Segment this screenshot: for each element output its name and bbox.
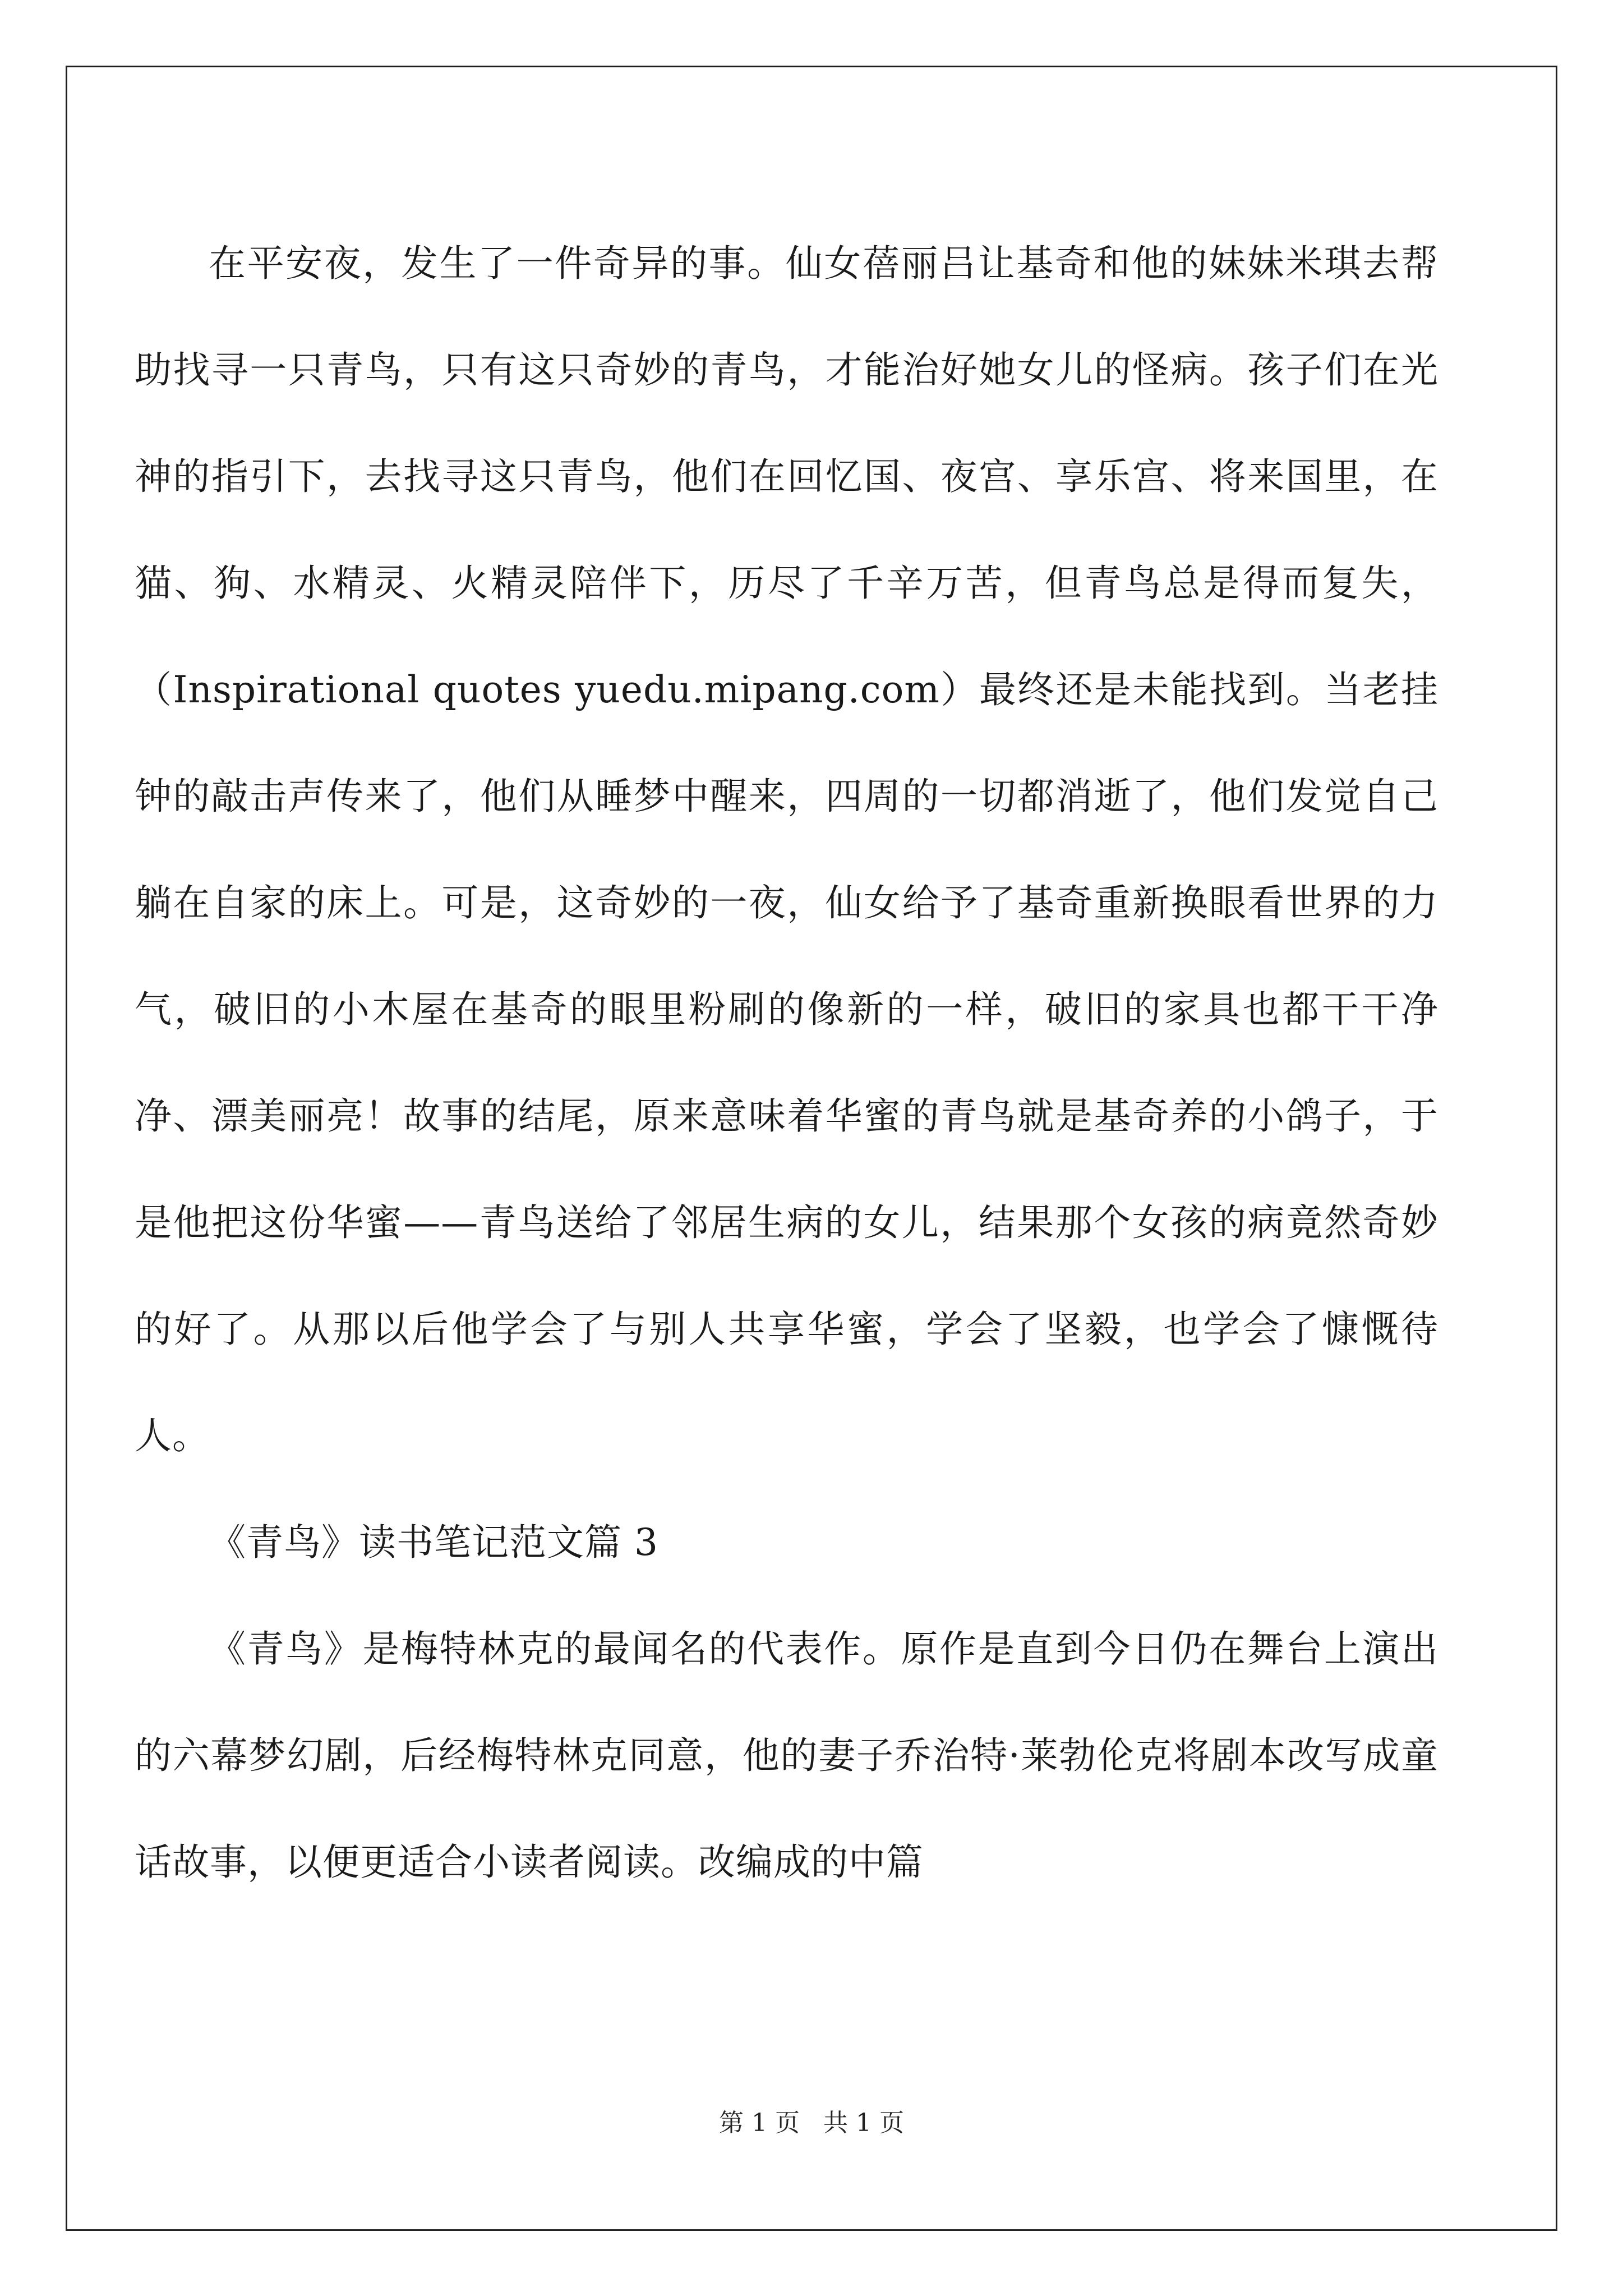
paragraph-story-summary: 在平安夜，发生了一件奇异的事。仙女蓓丽吕让基奇和他的妹妹米琪去帮助找寻一只青鸟，只有这只奇妙的青鸟，才能治好她女儿的怪病。孩子们在光神的指引下，去找寻这只青鸟，他们在回忆国、夜宫、享乐宫、将来国里，在猫、狗、水精灵、火精灵陪伴下，历尽了千辛万苦，但青鸟总是得而复失，（Inspirational quotes yuedu.mipang.com）最终还是未能找到。当老挂钟的敲击声传来了，他们从睡梦中醒来，四周的一切都消逝了，他们发觉自己躺在自家的床上。可是，这奇妙的一夜，仙女给予了基奇重新换眼看世界的力气，破旧的小木屋在基奇的眼里粉刷的像新的一样，破旧的家具也都干干净净、漂美丽亮！故事的结尾，原来意味着华蜜的青鸟就是基奇养的小鸽子，于是他把这份华蜜——青鸟送给了邻居生病的女儿，结果那个女孩的病竟然奇妙的好了。从那以后他学会了与别人共享华蜜，学会了坚毅，也学会了慷慨待人。 — [135, 242, 1438, 1457]
paragraph-introduction: 《青鸟》是梅特林克的最闻名的代表作。原作是直到今日仍在舞台上演出的六幕梦幻剧，后经梅特林克同意，他的妻子乔治特·莱勃伦克将剧本改写成童话故事，以便更适合小读者阅读。改编成的中篇 — [135, 1627, 1438, 1884]
page-number-footer: 第 1 页 共 1 页 — [719, 2109, 904, 2137]
section-heading: 《青鸟》读书笔记范文篇 3 — [209, 1521, 658, 1564]
document-body — [135, 210, 1438, 1916]
